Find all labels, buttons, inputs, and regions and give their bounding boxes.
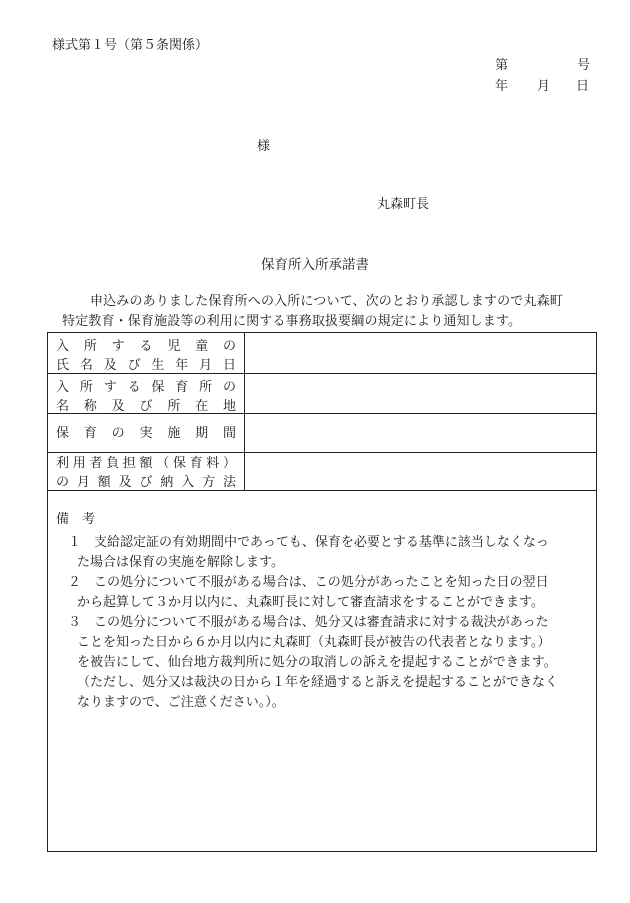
table-row-fee-payment xyxy=(48,453,596,491)
document-title: 保育所入所承諾書 xyxy=(261,257,369,273)
issuer-name: 丸森町長 xyxy=(377,197,430,212)
row-label-line: の月額及び納入方法 xyxy=(56,475,236,490)
intro-paragraph xyxy=(60,292,590,332)
row-label xyxy=(48,333,245,373)
remarks-line: ことを知った日から６か月以内に丸森町（丸森町長が被告の代表者となります。） xyxy=(77,635,551,650)
row-label-line: 利用者負担額（保育料） xyxy=(56,456,236,471)
table-row-care-period xyxy=(48,414,596,453)
row-label-line: 名称及び所在地 xyxy=(56,399,236,414)
remarks-line: （ただし、処分又は裁決の日から１年を経過すると訴えを提起することができなく xyxy=(77,675,559,690)
row-value-field[interactable] xyxy=(245,414,596,452)
intro-line: 特定教育・保育施設等の利用に関する事務取扱要綱の規定により通知します。 xyxy=(62,314,522,329)
intro-line: 申込みのありました保育所への入所について、次のとおり承認しますので丸森町 xyxy=(90,294,563,309)
row-value-field[interactable] xyxy=(245,453,596,490)
document-number-suffix: 号 xyxy=(577,58,591,73)
form-number: 様式第１号（第５条関係） xyxy=(52,38,209,53)
remarks-line: から起算して３か月以内に、丸森町長に対して審査請求をすることができます。 xyxy=(77,595,544,610)
remarks-section xyxy=(48,491,596,851)
remarks-line: た場合は保育の実施を解除します。 xyxy=(77,555,284,570)
table-row-child-name-birthdate xyxy=(48,333,596,374)
row-label xyxy=(48,414,245,452)
table-row-nursery-name-address xyxy=(48,374,596,414)
date-month-label: 月 xyxy=(537,79,551,94)
remarks-line: ３ この処分について不服がある場合は、処分又は審査請求に対する裁決があった xyxy=(68,615,549,630)
remarks-line: １ 支給認定証の有効期間中であっても、保育を必要とする基準に該当しなくなっ xyxy=(68,535,549,550)
row-label xyxy=(48,453,245,490)
row-label xyxy=(48,374,245,413)
row-label-line: 入所する保育所の xyxy=(56,380,236,395)
addressee-honorific: 様 xyxy=(257,139,271,154)
row-label-line: 保育の実施期間 xyxy=(56,426,236,441)
remarks-heading: 備 考 xyxy=(56,512,96,527)
date-day-label: 日 xyxy=(576,79,590,94)
date-year-label: 年 xyxy=(495,79,509,94)
document-number-prefix: 第 xyxy=(495,58,509,73)
row-value-field[interactable] xyxy=(245,333,596,373)
remarks-line: を被告にして、仙台地方裁判所に処分の取消しの訴えを提起することができます。 xyxy=(77,655,557,670)
row-label-line: 入所する児童の xyxy=(56,339,236,354)
remarks-line: なりますので、ご注意ください。）。 xyxy=(77,695,285,710)
row-value-field[interactable] xyxy=(245,374,596,413)
remarks-line: ２ この処分について不服がある場合は、この処分があったことを知った日の翌日 xyxy=(68,575,549,590)
row-label-line: 氏名及び生年月日 xyxy=(56,358,236,373)
form-table xyxy=(47,332,597,852)
